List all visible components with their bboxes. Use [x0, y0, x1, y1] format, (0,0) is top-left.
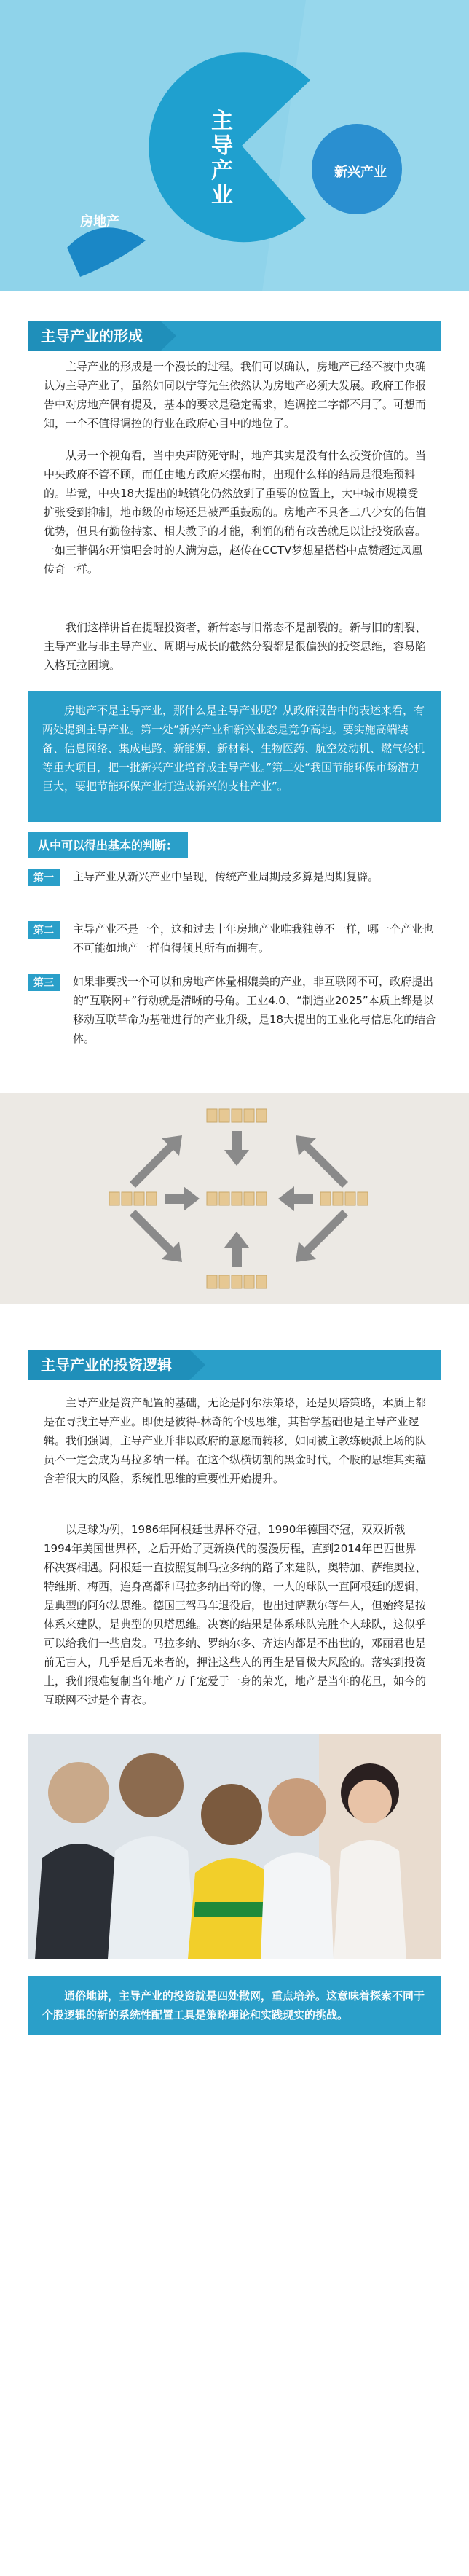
hero-real-estate-label: 房地产 [80, 214, 119, 230]
item-text: 主导产业从新兴产业中呈现，传统产业周期最多算是周期复辟。 [73, 870, 379, 883]
paragraph-2: 从另一个视角看，当中央声防死守时，地产其实是没有什么投资价值的。当中央政府不管不顾，而任由地方政府来摆布时，出现什么样的结局是很难预料的。毕竟，中央18大提出的城镇化仍然放到了重要的位置上，大中城市规模受扩张受到抑制，地市级的市场还是被严重鼓励的。房地产不具备二八少女的估值优势，但具有勤俭持家、相夫教子的才能，利润的稍有改善就足以让投资欣喜。一如王菲偶尔开演唱会时的人满为患，赵传在CCTV梦想星搭档中点赞超过凤凰传奇一样。 [44, 449, 427, 576]
paragraph-3: 我们这样讲旨在提醒投资者，新常态与旧常态不是割裂的。新与旧的割裂、主导产业与非主导产业、周期与成长的截然分裂都是很偏狭的投资思维，容易陷入格瓦拉困境。 [44, 621, 427, 672]
judgement-item [28, 920, 441, 963]
item-text: 主导产业不是一个，这和过去十年房地产业唯我独尊不一样，哪一个产业也不可能如地产一样值得倾其所有而拥有。 [73, 923, 434, 955]
judgement-item [28, 972, 441, 1060]
item-badge: 第二 [28, 921, 60, 939]
section-title: 主导产业的投资逻辑 [28, 1350, 189, 1380]
item-text: 如果非要找一个可以和房地产体量相媲美的产业，非互联网不可，政府提出的“互联网+”行动就是清晰的号角。工业4.0、“制造业2025”本质上都是以移动互联革命为基础进行的产业升级，是18大提出的工业化与信息化的结合体。 [73, 975, 437, 1045]
judgement-item [28, 867, 441, 911]
item-badge: 第三 [28, 974, 60, 991]
callout-box: 房地产不是主导产业，那什么是主导产业呢？从政府报告中的表述来看，有两处提到主导产业。第一处“新兴产业和新兴业态是竞争高地。要实施高端装备、信息网络、集成电路、新能源、新材料、生物医药、航空发动机、燃气轮机等重大项目，把一批新兴产业培育成主导产业。”第二处“我国节能环保市场潜力巨大，要把节能环保产业打造成新兴的支柱产业”。 [28, 691, 441, 822]
celebrity-photo [28, 1734, 441, 1959]
paragraph-4: 主导产业是资产配置的基础，无论是阿尔法策略，还是贝塔策略，本质上都是在寻找主导产业。即便是彼得-林奇的个股思维，其哲学基础也是主导产业逻辑。我们强调，主导产业并非以政府的意愿而转移，如同被主教练硬派上场的队员不一定会成为马拉多纳一样。在这个纵横切割的黑金时代，个股的思维其实蕴含着很大的风险，系统性思维的重要性开始提升。 [44, 1396, 427, 1485]
hero-new-label: 新兴产业 [334, 165, 387, 180]
section-header-formation [28, 321, 441, 351]
item-badge: 第一 [28, 869, 60, 886]
paragraph-1: 主导产业的形成是一个漫长的过程。我们可以确认，房地产已经不被中央确认为主导产业了，虽然如同以宁等先生依然认为房地产必须大发展。政府工作报告中对房地产偶有提及，基本的要求是稳定需求，连调控二字都不用了。可想而知，一个不值得调控的行业在政府心目中的地位了。 [44, 360, 427, 430]
hero-main-label: 主导产业 [211, 109, 233, 208]
section-header-logic [28, 1350, 441, 1380]
section-title: 主导产业的形成 [28, 321, 160, 351]
paragraph-5: 以足球为例，1986年阿根廷世界杯夺冠，1990年德国夺冠，双双折戟1994年美国世界杯，之后开始了更新换代的漫漫历程，直到2014年巴西世界杯决赛相遇。阿根廷一直按照复制马拉多纳的路子来建队，奥特加、萨维奥拉、特维斯、梅西，连身高都和马拉多纳出奇的像，一人的球队一直阿根廷的逻辑，是典型的阿尔法思维。德国三驾马车退役后，也出过萨默尔等牛人，但始终是按体系来建队，是典型的贝塔思维。决赛的结果是体系球队完胜个人球队，这似乎可以给我们一些启发。马拉多纳、罗纳尔多、齐达内都是不出世的，邓丽君也是前无古人，几乎是后无来者的，押注这些人的再生是冒极大风险的。落实到投资上，我们很难复制当年地产万千宠爱于一身的荣光，地产是当年的花旦，如今的互联网不过是个青衣。 [44, 1523, 427, 1707]
converge-arrows-graphic [0, 1093, 469, 1304]
hero-banner [0, 0, 469, 291]
arrow-diagram [0, 1093, 469, 1304]
summary-box: 通俗地讲，主导产业的投资就是四处撒网，重点培养。这意味着探索不同于个股逻辑的新的系统性配置工具是策略理论和实践现实的挑战。 [28, 1976, 441, 2035]
photo-collage [28, 1734, 441, 1959]
judgement-title: 从中可以得出基本的判断： [28, 832, 188, 858]
